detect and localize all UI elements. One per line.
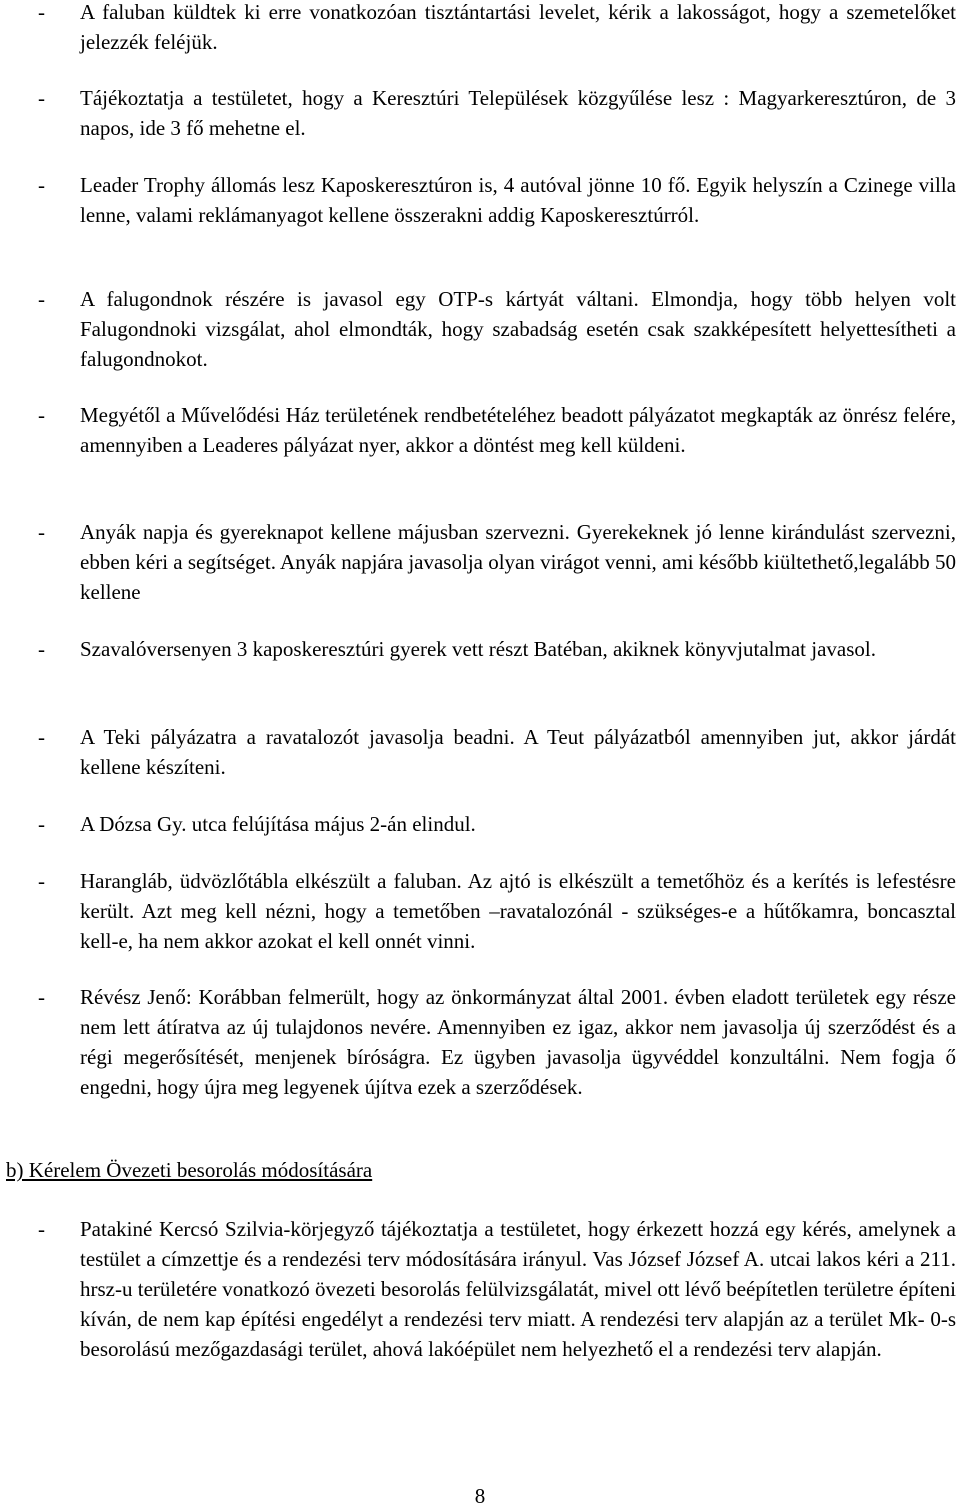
list-item	[38, 982, 956, 1102]
list-dash: -	[38, 637, 45, 661]
list-item	[38, 83, 956, 143]
list-item-text: Tájékoztatja a testületet, hogy a Keresztúri Települések közgyűlése lesz : Magyarkeresztúron, de 3 napos, ide 3 fő mehetne el.	[80, 86, 956, 140]
list-item	[38, 284, 956, 374]
list-item-text: Megyétől a Művelődési Ház területének rendbetételéhez beadott pályázatot megkapták az önrész felére, amennyiben a Leaderes pályázat nyer, akkor a döntést meg kell küldeni.	[80, 403, 956, 457]
list-dash: -	[38, 520, 45, 544]
list-item-text: A faluban küldtek ki erre vonatkozóan tisztántartási levelet, kérik a lakosságot, hogy a szemetelőket jelezzék feléjük.	[80, 0, 956, 54]
list-dash: -	[38, 287, 45, 311]
list-item-text: A Dózsa Gy. utca felújítása május 2-án elindul.	[80, 812, 476, 836]
list-item-text: A Teki pályázatra a ravatalozót javasolja beadni. A Teut pályázatból amennyiben jut, akkor járdát kellene készíteni.	[80, 725, 956, 779]
list-item-text: Anyák napja és gyereknapot kellene májusban szervezni. Gyerekeknek jó lenne kirándulást szervezni, ebben kéri a segítséget. Anyák napjára javasolja olyan virágot venni, ami később kiültethető,legalább 50 kellene	[80, 520, 956, 604]
list-item-text: A falugondnok részére is javasol egy OTP-s kártyát váltani. Elmondja, hogy több helyen volt Falugondnoki vizsgálat, ahol elmondták, hogy szabadság esetén csak szakképesített helyettesítheti a falugondnokot.	[80, 287, 956, 371]
list-item	[38, 400, 956, 460]
list-item-text: Szavalóversenyen 3 kaposkeresztúri gyerek vett részt Batéban, akiknek könyvjutalmat javasol.	[80, 637, 876, 661]
list-dash: -	[38, 725, 45, 749]
list-item-text: Patakiné Kercsó Szilvia-körjegyző tájékoztatja a testületet, hogy érkezett hozzá egy kérés, amelynek a testület a címzettje és a rendezési terv módosítására irányul. Vas József József A. utcai lakos kéri a 211. hrsz-u területére vonatkozó övezeti besorolás felülvizsgálatát, mivel ott lévő beépítetlen területre építeni kíván, de nem kap építési engedélyt a rendezési terv miatt. A rendezési terv alapján az a terület Mk- 0-s besorolású mezőgazdasági terület, ahová lakóépület nem helyezhető el a rendezési terv alapján.	[80, 1217, 956, 1361]
list-item	[38, 0, 956, 57]
list-dash: -	[38, 812, 45, 836]
list-dash: -	[38, 869, 45, 893]
list-item-text: Révész Jenő: Korábban felmerült, hogy az önkormányzat által 2001. évben eladott területek egy része nem lett átíratva az új tulajdonos nevére. Amennyiben ez igaz, akkor nem javasolja új szerződést és a régi megerősítését, menjenek bíróságra. Ez ügyben javasolja ügyvéddel konzultálni. Nem fogja ő engedni, hogy újra meg legyenek újítva ezek a szerződések.	[80, 985, 956, 1099]
list-dash: -	[38, 985, 45, 1009]
list-dash: -	[38, 403, 45, 427]
list-dash: -	[38, 0, 45, 24]
list-dash: -	[38, 86, 45, 110]
section-heading: b) Kérelem Övezeti besorolás módosítására	[6, 1158, 373, 1182]
list-dash: -	[38, 1217, 45, 1241]
list-item	[38, 866, 956, 956]
list-item	[38, 517, 956, 607]
list-dash: -	[38, 173, 45, 197]
list-item-text: Harangláb, üdvözlőtábla elkészült a faluban. Az ajtó is elkészült a temetőhöz és a kerítés is lefestésre került. Azt meg kell nézni, hogy a temetőben –ravatalozónál - szükséges-e a hűtőkamra, boncasztal kell-e, ha nem akkor azokat el kell onnét vinni.	[80, 869, 956, 953]
list-item	[38, 722, 956, 782]
list-item	[38, 809, 956, 839]
list-item-text: Leader Trophy állomás lesz Kaposkeresztúron is, 4 autóval jönne 10 fő. Egyik helyszín a Czinege villa lenne, valami reklámanyagot kellene összerakni addig Kaposkeresztúrról.	[80, 173, 956, 227]
page-number: 8	[474, 1484, 486, 1508]
list-item	[38, 170, 956, 230]
list-item	[38, 634, 956, 664]
list-item	[38, 1214, 956, 1364]
